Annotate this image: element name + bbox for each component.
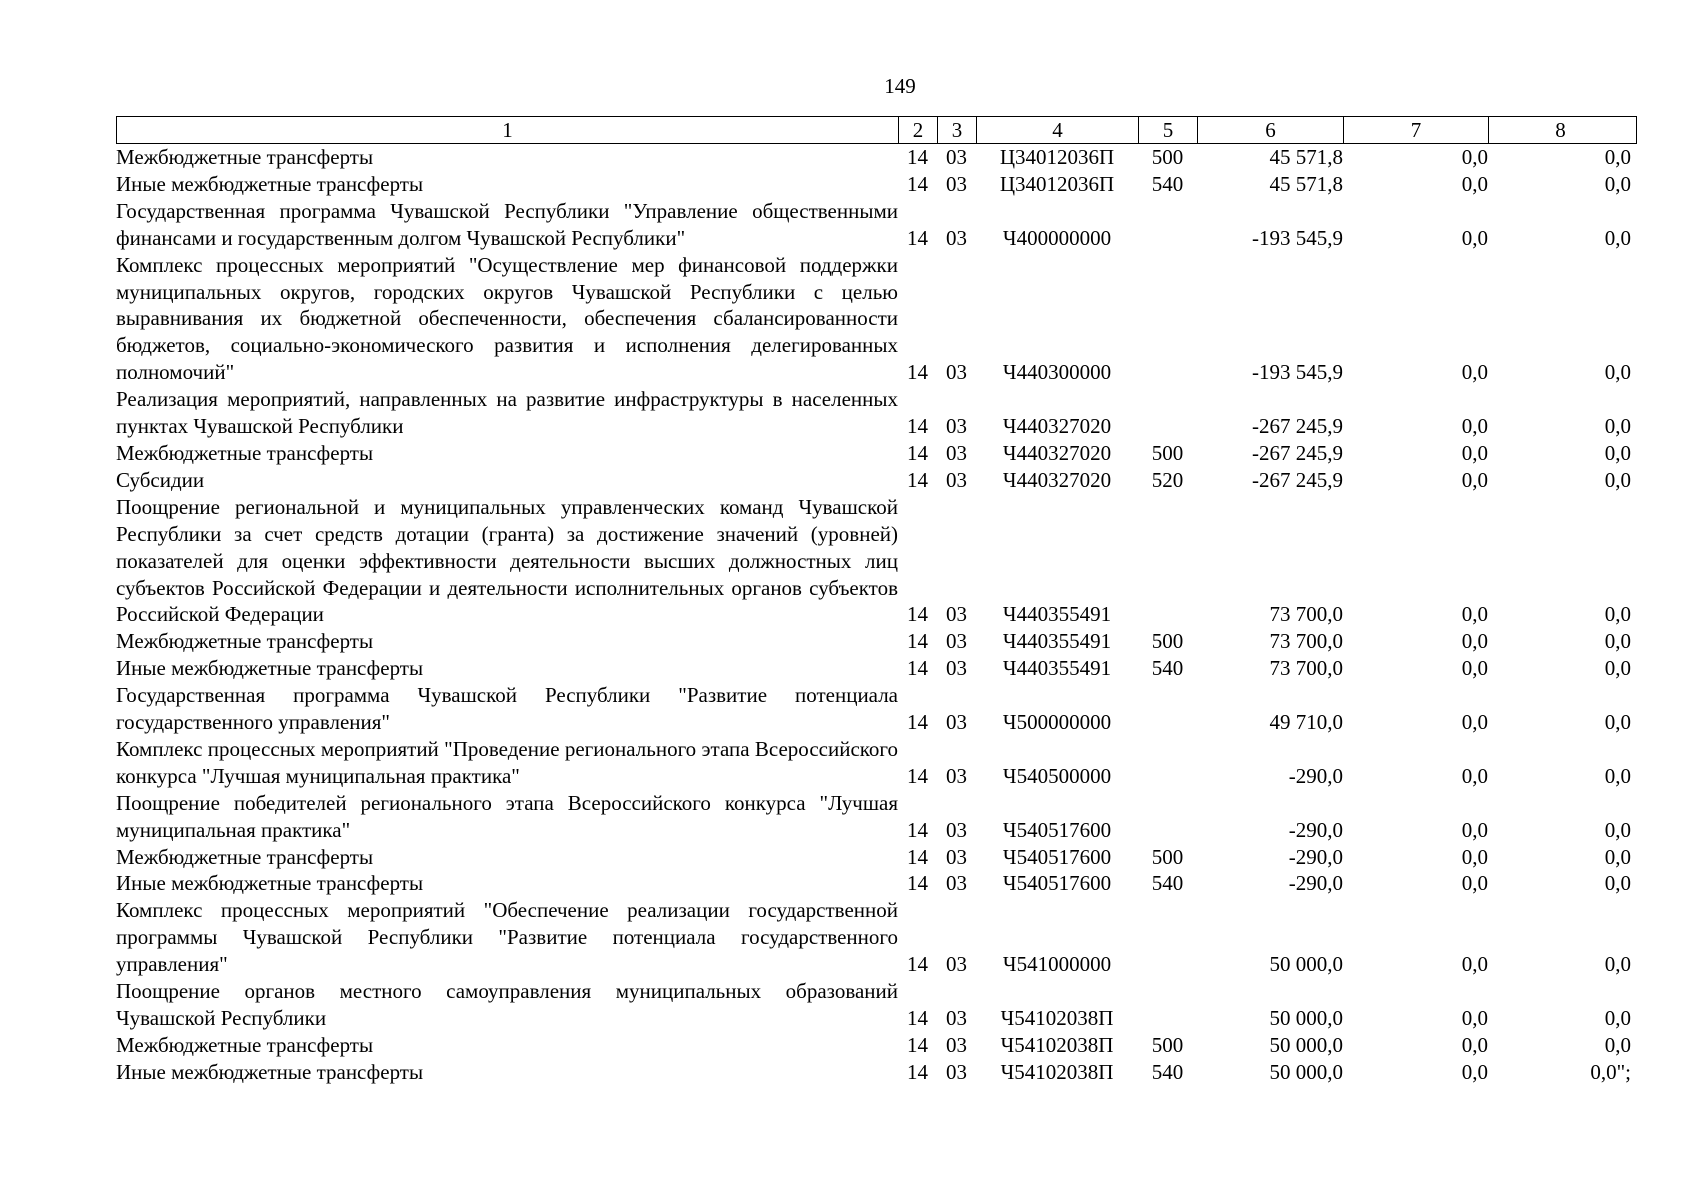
row-section: 14: [907, 952, 928, 977]
row-amount-2027: 0,0: [1604, 952, 1631, 977]
row-amount-2025: 45 571,8: [1269, 145, 1343, 169]
table-row: [116, 1032, 1637, 1059]
row-target-article: Ч440355491: [1002, 602, 1112, 627]
row-section: 14: [907, 1006, 928, 1030]
row-subsection: 03: [946, 414, 967, 439]
row-subsection: 03: [946, 145, 967, 169]
row-subsection: 03: [946, 1032, 967, 1057]
table-row: [116, 467, 1637, 494]
header-col-1: 1: [117, 117, 899, 143]
row-amount-2025: 50 000,0: [1269, 1059, 1343, 1084]
row-target-article: Ч54102038П: [1000, 1059, 1114, 1084]
row-amount-2027: 0,0: [1604, 171, 1631, 196]
row-section: 14: [907, 602, 928, 627]
page-number: 149: [884, 74, 916, 98]
row-amount-2025: 50 000,0: [1269, 1032, 1343, 1057]
row-name: Комплекс процессных мероприятий "Осуществление мер финансовой поддержки муниципальных округов, городских округов Чувашской Республики с целью выравнивания их бюджетной обеспеченности, обеспечения сбалансированности бюджетов, социально-экономического развития и исполнения делегированных полномочий": [116, 252, 898, 385]
row-section: 14: [907, 871, 928, 896]
table-row: [116, 198, 1637, 252]
row-target-article: Ч54102038П: [1000, 1032, 1114, 1057]
row-amount-2026: 0,0: [1461, 629, 1488, 654]
row-expense-type: 540: [1151, 1059, 1184, 1084]
row-target-article: Ч440327020: [1002, 414, 1112, 439]
row-subsection: 03: [946, 1059, 967, 1084]
row-section: 14: [907, 360, 928, 385]
row-amount-2027: 0,0: [1604, 1006, 1631, 1030]
row-amount-2025: 49 710,0: [1269, 710, 1343, 735]
row-amount-2027: 0,0";: [1590, 1059, 1631, 1084]
row-section: 14: [907, 656, 928, 681]
row-amount-2025: 50 000,0: [1269, 952, 1343, 977]
header-col-4: 4: [977, 117, 1139, 143]
row-amount-2025: 73 700,0: [1269, 629, 1343, 654]
row-section: 14: [907, 629, 928, 654]
row-amount-2025: -290,0: [1288, 817, 1343, 842]
row-subsection: 03: [946, 1006, 967, 1030]
row-expense-type: 500: [1151, 629, 1184, 654]
row-section: 14: [907, 1059, 928, 1084]
row-target-article: Ч440300000: [1002, 360, 1112, 385]
row-section: 14: [907, 414, 928, 439]
row-amount-2026: 0,0: [1461, 817, 1488, 842]
row-subsection: 03: [946, 440, 967, 465]
row-target-article: Ч540517600: [1002, 844, 1112, 869]
row-name: Комплекс процессных мероприятий "Обеспечение реализации государственной программы Чувашской Республики "Развитие потенциала государственного управления": [116, 898, 898, 977]
row-subsection: 03: [946, 629, 967, 654]
row-amount-2025: -267 245,9: [1252, 440, 1343, 465]
row-amount-2025: -193 545,9: [1252, 225, 1343, 250]
row-section: 14: [907, 225, 928, 250]
row-subsection: 03: [946, 952, 967, 977]
row-amount-2026: 0,0: [1461, 440, 1488, 465]
row-section: 14: [907, 1032, 928, 1057]
row-target-article: Ч540500000: [1002, 763, 1112, 788]
row-subsection: 03: [946, 844, 967, 869]
row-name: Государственная программа Чувашской Республики "Развитие потенциала государственного управления": [116, 683, 898, 735]
row-amount-2026: 0,0: [1461, 844, 1488, 869]
row-target-article: Ч440327020: [1002, 440, 1112, 465]
row-amount-2027: 0,0: [1604, 763, 1631, 788]
row-name: Межбюджетные трансферты: [116, 844, 374, 869]
row-name: Межбюджетные трансферты: [116, 145, 374, 169]
row-subsection: 03: [946, 360, 967, 385]
row-name: Иные межбюджетные трансферты: [116, 171, 424, 196]
row-section: 14: [907, 763, 928, 788]
row-target-article: Ц34012036П: [999, 145, 1115, 169]
row-section: 14: [907, 844, 928, 869]
row-target-article: Ч440355491: [1002, 656, 1112, 681]
row-expense-type: 500: [1151, 1032, 1184, 1057]
row-expense-type: 500: [1151, 440, 1184, 465]
table-row: [116, 790, 1637, 844]
table-row: [116, 386, 1637, 440]
row-name: Поощрение региональной и муниципальных управленческих команд Чувашской Республики за счет средств дотации (гранта) за достижение значений (уровней) показателей для оценки эффективности деятельности высших должностных лиц субъектов Российской Федерации и деятельности исполнительных органов субъектов Российской Федерации: [116, 494, 898, 627]
row-name: Субсидии: [116, 467, 205, 492]
row-section: 14: [907, 145, 928, 169]
row-name: Межбюджетные трансферты: [116, 1032, 374, 1057]
row-expense-type: 540: [1151, 871, 1184, 896]
table-row: [116, 978, 1637, 1032]
row-amount-2025: -290,0: [1288, 763, 1343, 788]
row-target-article: Ч440355491: [1002, 629, 1112, 654]
row-amount-2027: 0,0: [1604, 844, 1631, 869]
row-section: 14: [907, 440, 928, 465]
row-amount-2026: 0,0: [1461, 763, 1488, 788]
table-row: [116, 736, 1637, 790]
row-amount-2026: 0,0: [1461, 145, 1488, 169]
row-amount-2026: 0,0: [1461, 871, 1488, 896]
row-target-article: Ч541000000: [1002, 952, 1112, 977]
row-amount-2026: 0,0: [1461, 225, 1488, 250]
row-amount-2026: 0,0: [1461, 1032, 1488, 1057]
row-amount-2025: -290,0: [1288, 844, 1343, 869]
table-row: [116, 870, 1637, 897]
row-name: Поощрение органов местного самоуправления муниципальных образований Чувашской Республики: [116, 979, 898, 1030]
row-subsection: 03: [946, 763, 967, 788]
row-amount-2027: 0,0: [1604, 467, 1631, 492]
row-target-article: Ч540517600: [1002, 817, 1112, 842]
header-col-7: 7: [1344, 117, 1489, 143]
row-amount-2027: 0,0: [1604, 629, 1631, 654]
row-amount-2026: 0,0: [1461, 952, 1488, 977]
row-expense-type: 520: [1151, 467, 1184, 492]
row-amount-2025: -193 545,9: [1252, 360, 1343, 385]
row-subsection: 03: [946, 225, 967, 250]
row-amount-2027: 0,0: [1604, 360, 1631, 385]
row-amount-2027: 0,0: [1604, 602, 1631, 627]
header-col-5: 5: [1139, 117, 1198, 143]
row-subsection: 03: [946, 602, 967, 627]
row-expense-type: 500: [1151, 145, 1184, 169]
budget-table: [116, 116, 1637, 1086]
row-section: 14: [907, 467, 928, 492]
row-subsection: 03: [946, 710, 967, 735]
row-amount-2025: -267 245,9: [1252, 467, 1343, 492]
row-target-article: Ч400000000: [1002, 225, 1112, 250]
row-amount-2027: 0,0: [1604, 225, 1631, 250]
row-section: 14: [907, 817, 928, 842]
row-amount-2027: 0,0: [1604, 710, 1631, 735]
row-subsection: 03: [946, 467, 967, 492]
row-amount-2027: 0,0: [1604, 817, 1631, 842]
row-subsection: 03: [946, 171, 967, 196]
row-expense-type: 540: [1151, 656, 1184, 681]
row-amount-2025: 45 571,8: [1269, 171, 1343, 196]
row-amount-2025: 73 700,0: [1269, 656, 1343, 681]
table-row: [116, 844, 1637, 871]
table-row: [116, 494, 1637, 629]
table-row: [116, 440, 1637, 467]
row-amount-2026: 0,0: [1461, 1006, 1488, 1030]
table-row: [116, 682, 1637, 736]
row-amount-2025: 50 000,0: [1269, 1006, 1343, 1030]
row-amount-2027: 0,0: [1604, 440, 1631, 465]
row-amount-2026: 0,0: [1461, 171, 1488, 196]
table-row: [116, 897, 1637, 978]
row-amount-2027: 0,0: [1604, 656, 1631, 681]
row-expense-type: 540: [1151, 171, 1184, 196]
row-name: Иные межбюджетные трансферты: [116, 656, 424, 681]
row-amount-2026: 0,0: [1461, 602, 1488, 627]
row-name: Реализация мероприятий, направленных на развитие инфраструктуры в населенных пунктах Чувашской Республики: [116, 387, 898, 439]
row-amount-2027: 0,0: [1604, 871, 1631, 896]
row-section: 14: [907, 710, 928, 735]
row-name: Поощрение победителей регионального этапа Всероссийского конкурса "Лучшая муниципальная практика": [116, 790, 898, 842]
row-target-article: Ч54102038П: [1000, 1006, 1114, 1030]
table-body: [116, 144, 1637, 1086]
row-name: Межбюджетные трансферты: [116, 440, 374, 465]
row-amount-2027: 0,0: [1604, 414, 1631, 439]
row-amount-2026: 0,0: [1461, 1059, 1488, 1084]
row-amount-2025: -267 245,9: [1252, 414, 1343, 439]
row-amount-2026: 0,0: [1461, 710, 1488, 735]
row-name: Межбюджетные трансферты: [116, 629, 374, 654]
table-row: [116, 628, 1637, 655]
row-amount-2026: 0,0: [1461, 656, 1488, 681]
row-amount-2026: 0,0: [1461, 414, 1488, 439]
row-expense-type: 500: [1151, 844, 1184, 869]
table-row: [116, 144, 1637, 171]
row-amount-2027: 0,0: [1604, 145, 1631, 169]
row-name: Комплекс процессных мероприятий "Проведение регионального этапа Всероссийского конкурса "Лучшая муниципальная практика": [116, 736, 898, 788]
table-row: [116, 171, 1637, 198]
row-target-article: Ч540517600: [1002, 871, 1112, 896]
row-target-article: Ц34012036П: [999, 171, 1115, 196]
header-col-2: 2: [899, 117, 938, 143]
row-amount-2027: 0,0: [1604, 1032, 1631, 1057]
row-section: 14: [907, 171, 928, 196]
row-subsection: 03: [946, 817, 967, 842]
table-row: [116, 655, 1637, 682]
row-amount-2026: 0,0: [1461, 467, 1488, 492]
row-amount-2025: -290,0: [1288, 871, 1343, 896]
row-name: Иные межбюджетные трансферты: [116, 1059, 424, 1084]
row-subsection: 03: [946, 656, 967, 681]
table-row: [116, 1059, 1637, 1086]
row-amount-2025: 73 700,0: [1269, 602, 1343, 627]
header-col-8: 8: [1555, 118, 1566, 142]
row-amount-2026: 0,0: [1461, 360, 1488, 385]
table-header-row: [116, 116, 1637, 144]
row-target-article: Ч440327020: [1002, 467, 1112, 492]
row-target-article: Ч500000000: [1002, 710, 1112, 735]
header-col-3: 3: [938, 117, 977, 143]
row-name: Иные межбюджетные трансферты: [116, 871, 424, 896]
header-col-6: 6: [1198, 117, 1344, 143]
row-subsection: 03: [946, 871, 967, 896]
table-row: [116, 252, 1637, 387]
row-name: Государственная программа Чувашской Республики "Управление общественными финансами и государственным долгом Чувашской Республики": [116, 198, 898, 250]
